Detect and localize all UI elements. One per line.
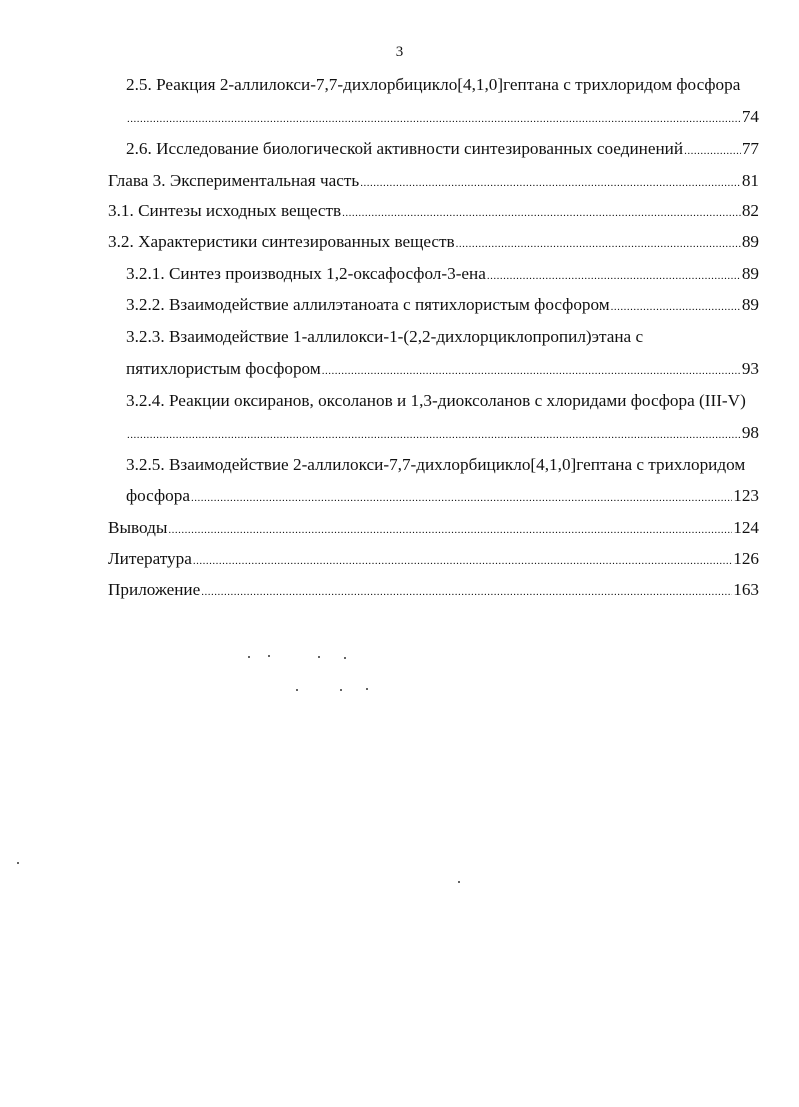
toc-entry-3-2-4-line2 xyxy=(126,422,759,444)
scan-speck xyxy=(366,688,368,690)
toc-leader xyxy=(322,360,741,382)
scan-speck xyxy=(458,881,460,883)
toc-title: 3.2. Характеристики синтезированных веществ xyxy=(108,232,455,251)
toc-leader xyxy=(191,487,732,509)
toc-title: фосфора xyxy=(126,486,190,505)
toc-entry-conclusions xyxy=(108,517,759,539)
toc-page: 126 xyxy=(733,549,759,568)
toc-entry-3-2-4-line1 xyxy=(126,390,759,412)
toc-leader xyxy=(487,265,741,287)
toc-page: 82 xyxy=(741,201,759,220)
toc-leader xyxy=(127,108,741,130)
toc-title: пятихлористым фосфором xyxy=(126,359,321,378)
toc-title: 3.2.4. Реакции оксиранов, оксоланов и 1,3-диоксоланов с хлоридами фосфора (III-V) xyxy=(126,391,746,410)
toc-title: 3.2.2. Взаимодействие аллилэтаноата с пятихлористым фосфором xyxy=(126,295,610,314)
toc-entry-3-2-5-line2 xyxy=(126,485,759,507)
toc-leader xyxy=(456,233,741,255)
toc-page: 89 xyxy=(741,295,759,314)
toc-title: Литература xyxy=(108,549,192,568)
scan-speck xyxy=(318,656,320,658)
toc-entry-3-2-2 xyxy=(126,294,759,316)
toc-leader xyxy=(168,519,732,541)
toc-entry-3-2-3-line1 xyxy=(126,326,759,348)
toc-page: 163 xyxy=(733,580,759,599)
toc-page: 123 xyxy=(733,486,759,505)
toc-entry-2-6 xyxy=(126,138,759,160)
page-number: 3 xyxy=(395,44,404,60)
toc-leader xyxy=(127,424,741,446)
toc-entry-chapter-3 xyxy=(108,170,759,192)
toc-title: Приложение xyxy=(108,580,201,599)
scan-speck xyxy=(268,655,270,657)
toc-page: 93 xyxy=(741,359,759,378)
toc-title: 3.2.5. Взаимодействие 2-аллилокси-7,7-дихлорбицикло[4,1,0]гептана с трихлоридом xyxy=(126,455,746,474)
toc-entry-3-2-3-line2 xyxy=(126,358,759,380)
toc-title: Выводы xyxy=(108,518,168,537)
toc-title: 3.1. Синтезы исходных веществ xyxy=(108,201,342,220)
scan-speck xyxy=(248,656,250,658)
toc-leader xyxy=(684,140,741,162)
toc-title: 3.2.1. Синтез производных 1,2-оксафосфол-3-ена xyxy=(126,264,486,283)
toc-entry-3-1 xyxy=(108,200,759,222)
toc-page: 81 xyxy=(741,171,759,190)
toc-page: 98 xyxy=(741,423,759,442)
scan-speck xyxy=(17,862,19,864)
toc-entry-2-5-line2 xyxy=(126,106,759,128)
toc-entry-3-2-5-line1 xyxy=(126,454,759,476)
toc-entry-appendix xyxy=(108,579,759,601)
toc-page: 89 xyxy=(741,264,759,283)
toc-page: 124 xyxy=(733,518,759,537)
toc-title: 2.6. Исследование биологической активности синтезированных соединений xyxy=(126,139,684,158)
toc-leader xyxy=(193,550,732,572)
toc-entry-3-2 xyxy=(108,231,759,253)
toc-page: 89 xyxy=(741,232,759,251)
toc-page: 77 xyxy=(741,139,759,158)
toc-leader xyxy=(201,581,732,603)
toc-page: 74 xyxy=(741,107,759,126)
toc-entry-2-5-line1 xyxy=(126,74,759,96)
toc-entry-literature xyxy=(108,548,759,570)
toc-title: 3.2.3. Взаимодействие 1-аллилокси-1-(2,2-дихлорциклопропил)этана с xyxy=(126,327,644,346)
scan-speck xyxy=(340,689,342,691)
toc-title: Глава 3. Экспериментальная часть xyxy=(108,171,360,190)
toc-entry-3-2-1 xyxy=(126,263,759,285)
toc-leader xyxy=(611,296,741,318)
scan-speck xyxy=(344,657,346,659)
scan-speck xyxy=(296,689,298,691)
toc-leader xyxy=(342,202,741,224)
toc-leader xyxy=(360,172,741,194)
toc-title: 2.5. Реакция 2-аллилокси-7,7-дихлорбицикло[4,1,0]гептана с трихлоридом фосфора xyxy=(126,75,741,94)
